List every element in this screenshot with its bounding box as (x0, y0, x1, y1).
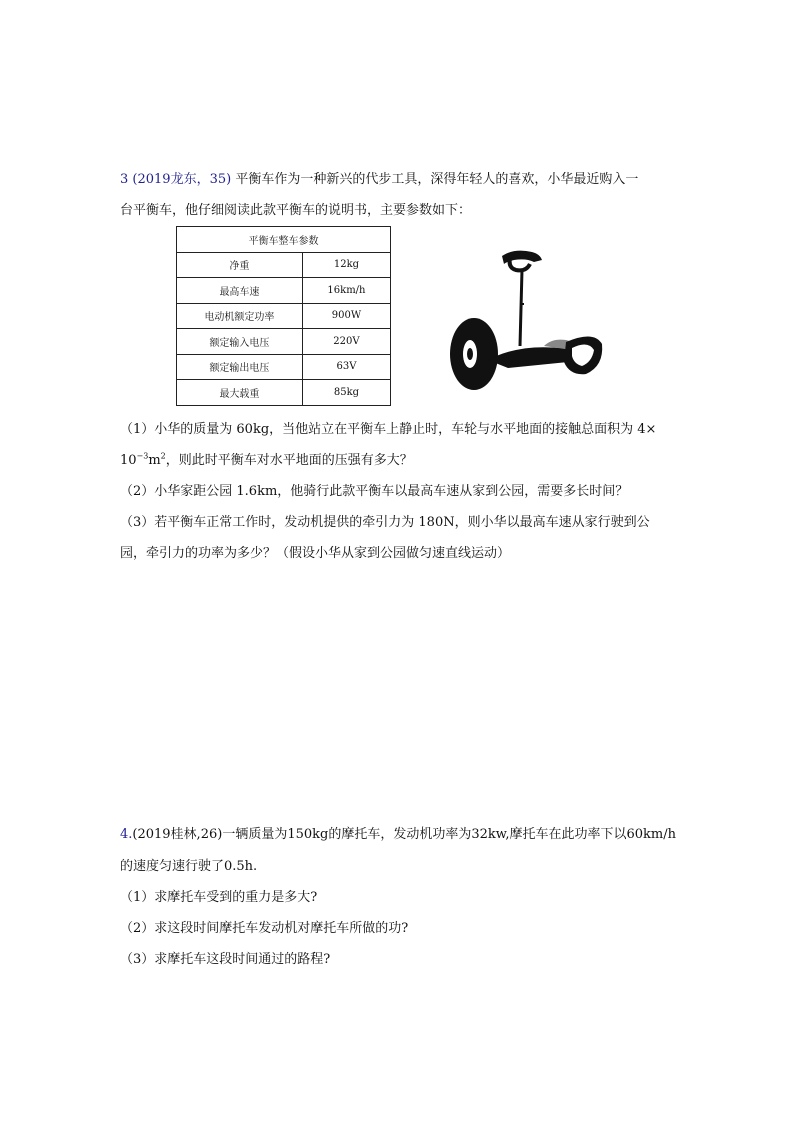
q3-intro-line-2: 台平衡车，他仔细阅读此款平衡车的说明书，主要参数如下： (120, 203, 472, 218)
spec-table (176, 226, 391, 406)
q3-sub1-unit-exponent: 2 (160, 451, 166, 461)
table-row (177, 329, 391, 355)
q3-number: 3 (120, 172, 129, 187)
q4-line-2: 的速度匀速行驶了0.5h. (120, 859, 258, 874)
q3-source: (2019龙东，35) (132, 172, 232, 187)
q4-number: 4. (120, 827, 133, 842)
q4-line-1 (120, 823, 676, 842)
spec-value: 63V (302, 354, 390, 380)
q3-sub2: （2）小华家距公园 1.6km，他骑行此款平衡车以最高车速从家到公园，需要多长时间？ (120, 484, 629, 499)
q3-sub1-unit: m (148, 453, 161, 468)
q3-intro-line-1 (120, 168, 638, 187)
table-row (177, 252, 391, 278)
spec-label: 最大载重 (177, 380, 303, 406)
balance-scooter-illustration (448, 234, 608, 404)
table-row (177, 303, 391, 329)
q3-sub1-line-1: （1）小华的质量为 60kg，当他站立在平衡车上静止时，车轮与水平地面的接触总面积为 4× (120, 422, 657, 437)
q3-sub1-base: 10 (120, 453, 137, 468)
spec-value: 85kg (302, 380, 390, 406)
spec-value: 220V (302, 329, 390, 355)
spec-label: 最高车速 (177, 278, 303, 304)
table-row (177, 354, 391, 380)
q4-sub2: （2）求这段时间摩托车发动机对摩托车所做的功? (120, 921, 409, 936)
spec-label: 额定输入电压 (177, 329, 303, 355)
spec-table-title: 平衡车整车参数 (177, 227, 391, 253)
spec-table-title-row (177, 227, 391, 253)
q3-sub3-line-1: （3）若平衡车正常工作时，发动机提供的牵引力为 180N，则小华以最高车速从家行驶到公 (120, 515, 650, 530)
q3-sub1-line-2 (120, 449, 413, 468)
spec-label: 额定输出电压 (177, 354, 303, 380)
q3-sub1-tail: ，则此时平衡车对水平地面的压强有多大？ (165, 453, 413, 468)
q4-text: 一辆质量为150kg的摩托车，发动机功率为32kw,摩托车在此功率下以60km/h (222, 827, 676, 842)
spec-value: 12kg (302, 252, 390, 278)
q3-intro-text: 平衡车作为一种新兴的代步工具，深得年轻人的喜欢，小华最近购入一 (235, 172, 639, 187)
table-row (177, 278, 391, 304)
q4-source: (2019桂林,26) (132, 827, 223, 842)
q4-sub3: （3）求摩托车这段时间通过的路程? (120, 952, 331, 967)
q3-sub3-line-2: 园，牵引力的功率为多少？（假设小华从家到公园做匀速直线运动） (120, 546, 511, 561)
spec-label: 净重 (177, 252, 303, 278)
spec-value: 16km/h (302, 278, 390, 304)
spec-value: 900W (302, 303, 390, 329)
table-row (177, 380, 391, 406)
q4-sub1: （1）求摩托车受到的重力是多大? (120, 890, 318, 905)
q3-sub1-exponent: −3 (136, 451, 149, 461)
spec-label: 电动机额定功率 (177, 303, 303, 329)
